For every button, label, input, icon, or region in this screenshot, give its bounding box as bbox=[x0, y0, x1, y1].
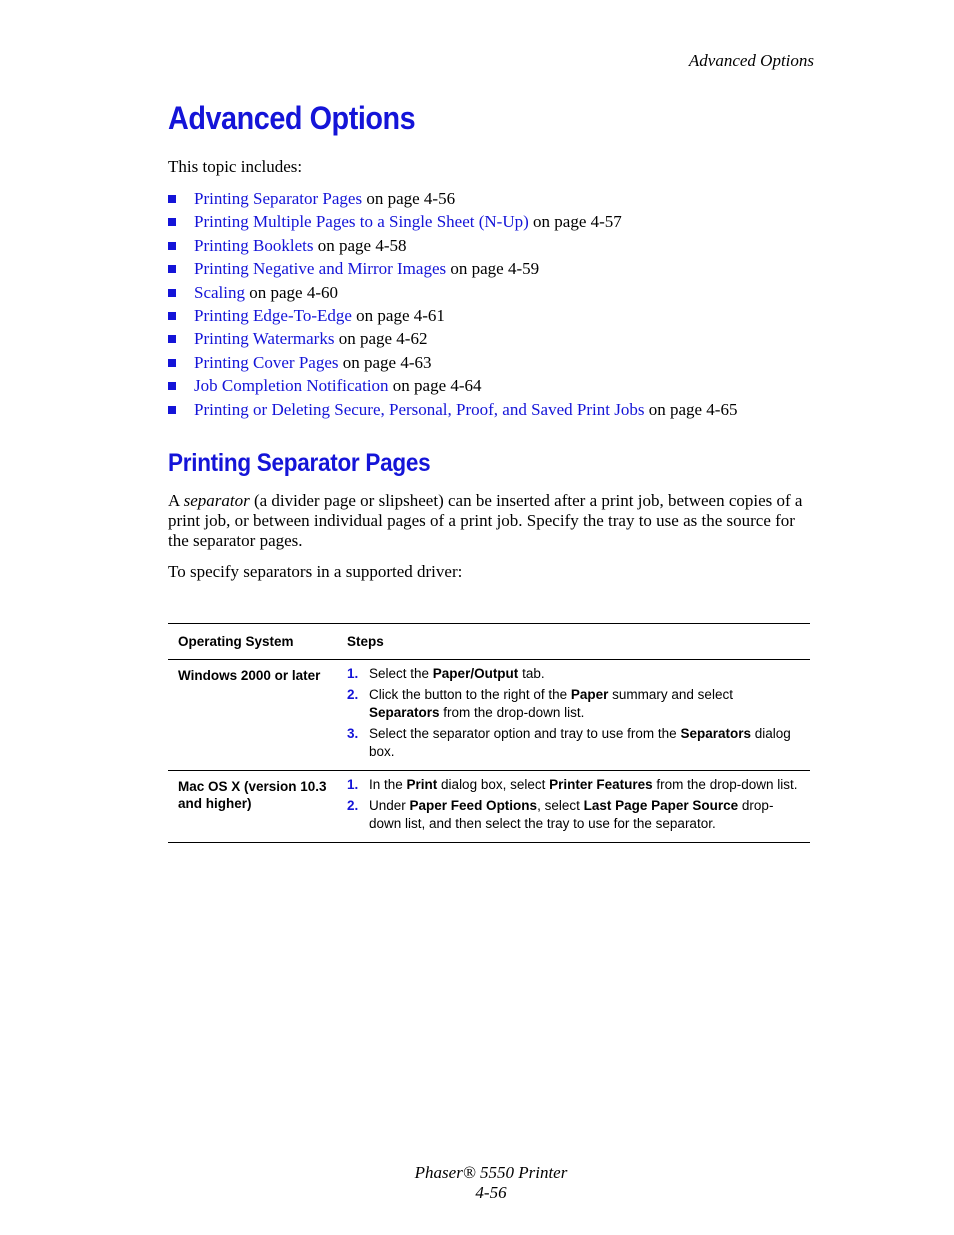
square-bullet-icon bbox=[168, 218, 176, 226]
square-bullet-icon bbox=[168, 265, 176, 273]
page-ref: on page 4-63 bbox=[338, 352, 432, 372]
section-title: Printing Separator Pages bbox=[168, 449, 431, 477]
topic-link[interactable]: Printing Edge-To-Edge bbox=[194, 305, 352, 325]
ui-term: Paper bbox=[570, 687, 609, 702]
section-paragraph bbox=[168, 491, 813, 551]
page-ref: on page 4-65 bbox=[644, 399, 738, 419]
square-bullet-icon bbox=[168, 289, 176, 297]
footer-page-number: 4-56 bbox=[475, 1183, 507, 1202]
step-item bbox=[347, 797, 800, 833]
step-text: Under Paper Feed Options, select Last Page Paper Source drop-down list, and then select the tray to use for the separator. bbox=[369, 798, 774, 831]
step-item bbox=[347, 776, 800, 794]
page-ref: on page 4-56 bbox=[362, 189, 456, 208]
list-item bbox=[168, 187, 737, 210]
topic-link[interactable]: Printing Separator Pages bbox=[194, 189, 363, 208]
ui-term: Last Page Paper Source bbox=[583, 798, 739, 813]
page-ref: on page 4-61 bbox=[351, 305, 445, 325]
table-body bbox=[168, 659, 810, 843]
ui-term: Separators bbox=[369, 705, 440, 720]
step-number: 1. bbox=[347, 777, 359, 792]
step-text: Click the button to the right of the Paper summary and select Separators from the drop-down list. bbox=[369, 687, 733, 720]
intro-text: This topic includes: bbox=[168, 157, 303, 176]
running-head: Advanced Options bbox=[688, 51, 814, 70]
steps-table bbox=[168, 623, 810, 843]
list-item bbox=[168, 398, 737, 421]
page-ref: on page 4-64 bbox=[388, 376, 482, 396]
para-term: separator bbox=[183, 491, 250, 510]
topic-link[interactable]: Printing or Deleting Secure, Personal, Proof, and Saved Print Jobs bbox=[194, 399, 645, 419]
step-item bbox=[347, 725, 800, 761]
page-ref: on page 4-57 bbox=[528, 212, 622, 232]
page-title: Advanced Options bbox=[168, 100, 416, 136]
table-header-row bbox=[168, 623, 810, 659]
step-number: 2. bbox=[347, 687, 359, 702]
list-item bbox=[168, 281, 737, 304]
square-bullet-icon bbox=[168, 335, 176, 343]
page-ref: on page 4-62 bbox=[334, 329, 428, 349]
ui-term: Paper Feed Options bbox=[409, 798, 538, 813]
step-text: In the Print dialog box, select Printer Features from the drop-down list. bbox=[369, 777, 798, 792]
page-ref: on page 4-58 bbox=[313, 235, 407, 255]
para-body: (a divider page or slipsheet) can be inserted after a print job, between copies of a print job, or between individual pages of a print job. Specify the tray to use as the source for the separator pages. bbox=[168, 491, 803, 550]
ui-term: Paper/Output bbox=[432, 666, 519, 681]
topic-link[interactable]: Printing Cover Pages bbox=[194, 352, 339, 372]
list-item bbox=[168, 210, 737, 233]
ui-term: Print bbox=[406, 777, 438, 792]
list-item bbox=[168, 257, 737, 280]
step-text: Select the Paper/Output tab. bbox=[369, 666, 545, 681]
square-bullet-icon bbox=[168, 242, 176, 250]
os-cell: Windows 2000 or later bbox=[178, 668, 321, 683]
steps-cell bbox=[347, 660, 810, 770]
header-operating-system: Operating System bbox=[178, 634, 294, 649]
para-lead: A bbox=[168, 491, 184, 510]
section-paragraph-2: To specify separators in a supported driver: bbox=[168, 562, 463, 581]
step-text: Select the separator option and tray to use from the Separators dialog box. bbox=[369, 726, 791, 759]
step-number: 2. bbox=[347, 798, 359, 813]
list-item bbox=[168, 327, 737, 350]
step-number: 3. bbox=[347, 726, 359, 741]
page-ref: on page 4-59 bbox=[446, 259, 540, 279]
step-item bbox=[347, 665, 800, 683]
list-item bbox=[168, 304, 737, 327]
table-row bbox=[168, 770, 810, 843]
topic-link[interactable]: Printing Booklets bbox=[194, 235, 314, 255]
ui-term: Printer Features bbox=[549, 777, 653, 792]
step-item bbox=[347, 686, 800, 722]
header-steps: Steps bbox=[347, 634, 384, 649]
topic-link[interactable]: Printing Watermarks bbox=[194, 329, 335, 349]
topic-link[interactable]: Printing Multiple Pages to a Single Sheet (N-Up) bbox=[194, 212, 529, 232]
topic-link[interactable]: Job Completion Notification bbox=[194, 376, 389, 396]
steps-cell bbox=[347, 771, 810, 842]
square-bullet-icon bbox=[168, 312, 176, 320]
footer-product: Phaser® 5550 Printer bbox=[414, 1163, 568, 1182]
page-ref: on page 4-60 bbox=[245, 282, 339, 302]
topic-link[interactable]: Printing Negative and Mirror Images bbox=[194, 259, 447, 279]
list-item bbox=[168, 374, 737, 397]
square-bullet-icon bbox=[168, 359, 176, 367]
list-item bbox=[168, 351, 737, 374]
topic-list bbox=[168, 187, 737, 421]
square-bullet-icon bbox=[168, 382, 176, 390]
step-number: 1. bbox=[347, 666, 359, 681]
square-bullet-icon bbox=[168, 195, 176, 203]
ui-term: Separators bbox=[680, 726, 751, 741]
page-footer bbox=[0, 1163, 954, 1203]
table-row bbox=[168, 659, 810, 770]
square-bullet-icon bbox=[168, 406, 176, 414]
topic-link[interactable]: Scaling bbox=[194, 282, 245, 302]
list-item bbox=[168, 234, 737, 257]
os-cell: Mac OS X (version 10.3 and higher) bbox=[178, 779, 327, 811]
